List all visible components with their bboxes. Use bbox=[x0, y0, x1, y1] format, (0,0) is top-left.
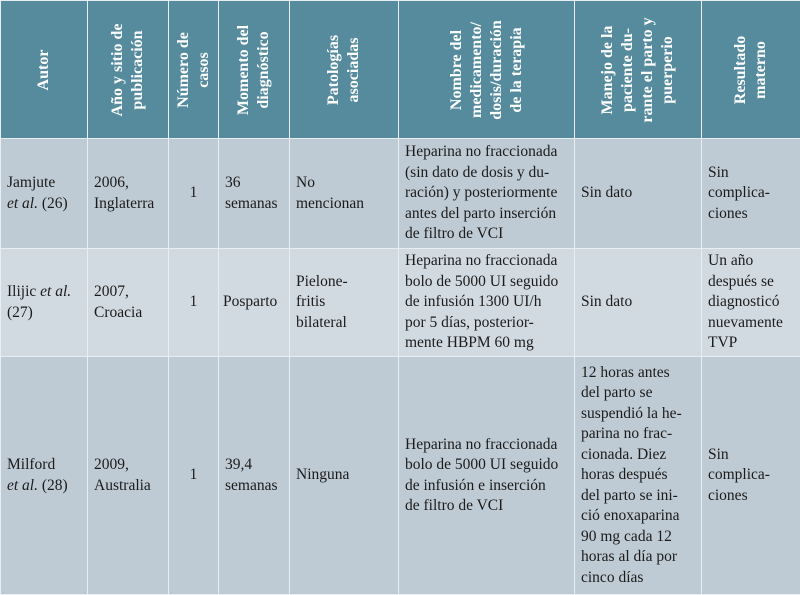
header-text: publicación bbox=[129, 29, 146, 110]
cell-resultado bbox=[702, 249, 800, 357]
text-line: 2007, bbox=[94, 283, 129, 300]
text-line: mente HBPM 60 mg bbox=[405, 334, 534, 352]
text-line: ciones bbox=[708, 486, 748, 504]
header-text: Resultado bbox=[732, 35, 749, 104]
text-line: cinco días bbox=[581, 568, 644, 586]
text-line: bilateral bbox=[296, 313, 347, 331]
cell-anio-sitio bbox=[88, 357, 169, 595]
cell-resultado bbox=[702, 139, 800, 249]
cell-casos: 1 bbox=[169, 357, 219, 595]
text-line: Heparina no fraccionada bbox=[405, 143, 558, 161]
header-text: casos bbox=[194, 51, 212, 88]
cell-manejo bbox=[575, 139, 702, 249]
cell-manejo bbox=[575, 249, 702, 357]
author-ref bbox=[7, 194, 81, 215]
text-line: parina no frac- bbox=[581, 425, 673, 443]
header-text: dosis/duración bbox=[487, 19, 505, 120]
text-line: Australia bbox=[94, 476, 151, 494]
header-text: Número de bbox=[174, 31, 192, 108]
cell-medicamento bbox=[399, 139, 575, 249]
header-text: rante el parto y bbox=[639, 16, 656, 123]
text-line: Sin bbox=[708, 445, 729, 463]
header-text: asociadas bbox=[345, 37, 362, 102]
cell-casos: 1 bbox=[169, 249, 219, 357]
text-line: antes del parto inserción bbox=[405, 204, 557, 222]
cell-autor bbox=[1, 249, 88, 357]
text-line: 12 horas antes bbox=[581, 363, 670, 381]
header-resultado bbox=[702, 1, 800, 139]
text-line: Sin bbox=[708, 163, 729, 181]
text-line: de filtro de VCI bbox=[405, 497, 504, 514]
text-line: Inglaterra bbox=[94, 194, 155, 212]
text-line: del parto se bbox=[581, 384, 653, 402]
text-line: por 5 días, posterior- bbox=[405, 313, 534, 331]
et-al: et al. bbox=[7, 194, 38, 212]
text-line: suspendió la he- bbox=[581, 404, 682, 422]
cell-casos: 1 bbox=[169, 139, 219, 249]
et-al: et al. bbox=[7, 476, 38, 494]
text-line: horas después bbox=[581, 466, 668, 484]
author-name-line bbox=[7, 282, 81, 303]
header-momento-diagnostico bbox=[219, 1, 290, 139]
text-line: semanas bbox=[225, 194, 278, 212]
text-line: ración) y posteriormente bbox=[405, 184, 558, 202]
text-line: (sin dato de dosis y du- bbox=[405, 163, 550, 181]
text-line: bolo de 5000 UI seguido bbox=[405, 456, 559, 473]
table-row bbox=[1, 249, 800, 357]
table-row bbox=[1, 357, 800, 595]
text-line: Sin dato bbox=[581, 293, 633, 311]
text-line: ciones bbox=[708, 204, 748, 222]
text-line: de filtro de VCI bbox=[405, 225, 504, 243]
header-row bbox=[1, 1, 800, 139]
text-line: de infusión 1300 UI/h bbox=[405, 293, 542, 311]
table-row bbox=[1, 139, 800, 249]
header-autor bbox=[1, 1, 88, 139]
text-line: de infusión e inserción bbox=[405, 476, 546, 494]
text-line: del parto se ini- bbox=[581, 486, 678, 504]
reference-number: (28) bbox=[41, 476, 68, 494]
text-line: fritis bbox=[296, 293, 326, 311]
text-line: complica- bbox=[708, 466, 770, 484]
cell-momento bbox=[219, 139, 290, 249]
text-line: Ninguna bbox=[296, 466, 350, 484]
cell-patologias bbox=[290, 357, 399, 595]
text-line: complica- bbox=[708, 184, 770, 202]
text-line: Heparina no fraccionada bbox=[405, 252, 558, 270]
text-line: Sin dato bbox=[581, 184, 633, 202]
text-line: después se bbox=[708, 272, 774, 290]
header-text: de la terapia bbox=[507, 26, 525, 113]
header-text: puerperio bbox=[659, 35, 676, 104]
cell-momento bbox=[219, 249, 290, 357]
header-text: materno bbox=[752, 40, 769, 99]
header-patologias bbox=[290, 1, 399, 139]
text-line: 2009, bbox=[94, 456, 129, 473]
text-line: 39,4 bbox=[225, 456, 253, 473]
header-text: diagnóstico bbox=[255, 30, 272, 109]
text-line: diagnosticó bbox=[708, 293, 780, 311]
text-line: Heparina no fraccionada bbox=[405, 435, 558, 453]
text-line: mencionan bbox=[296, 194, 365, 212]
cell-autor bbox=[1, 357, 88, 595]
cell-autor bbox=[1, 139, 88, 249]
text-line: ció enoxaparina bbox=[581, 507, 680, 525]
cell-patologias bbox=[290, 249, 399, 357]
text-line: 2006, bbox=[94, 174, 129, 191]
author-name: Milford bbox=[7, 456, 56, 473]
header-text: Manejo de la bbox=[599, 25, 616, 114]
header-text: Autor bbox=[35, 49, 52, 90]
header-anio-sitio bbox=[88, 1, 169, 139]
cell-resultado bbox=[702, 357, 800, 595]
cell-medicamento bbox=[399, 357, 575, 595]
text-line: Croacia bbox=[94, 303, 143, 321]
cell-patologias bbox=[290, 139, 399, 249]
cell-medicamento bbox=[399, 249, 575, 357]
text-line: No bbox=[296, 174, 315, 191]
author-name: Ilijic bbox=[7, 283, 37, 300]
text-line: semanas bbox=[225, 476, 278, 494]
cell-momento bbox=[219, 357, 290, 595]
text-line: 90 mg cada 12 bbox=[581, 527, 672, 545]
header-text: Año y sitio de bbox=[109, 23, 126, 116]
header-numero-casos bbox=[169, 1, 219, 139]
et-al: et al. bbox=[40, 283, 72, 300]
text-line: TVP bbox=[708, 334, 738, 352]
reference-number: (26) bbox=[41, 194, 68, 212]
header-text: Momento del bbox=[235, 24, 252, 115]
text-line: Posparto bbox=[223, 293, 278, 311]
reference-number: (27) bbox=[7, 303, 33, 321]
text-line: horas al día por bbox=[581, 548, 677, 566]
header-text: paciente du- bbox=[619, 27, 636, 112]
text-line: cionada. Diez bbox=[581, 445, 667, 463]
author-ref bbox=[7, 476, 81, 497]
cell-anio-sitio bbox=[88, 139, 169, 249]
header-medicamento bbox=[399, 1, 575, 139]
cell-manejo bbox=[575, 357, 702, 595]
text-line: bolo de 5000 UI seguido bbox=[405, 272, 559, 290]
header-manejo bbox=[575, 1, 702, 139]
text-line: 36 bbox=[225, 174, 241, 191]
header-text: medicamento/ bbox=[467, 21, 485, 118]
header-text: Patologías bbox=[325, 34, 342, 105]
author-name: Jamjute bbox=[7, 174, 56, 191]
cell-anio-sitio bbox=[88, 249, 169, 357]
text-line: Un año bbox=[708, 252, 754, 270]
header-text: Nombre del bbox=[447, 29, 465, 110]
text-line: Pielone- bbox=[296, 272, 348, 290]
text-line: nuevamente bbox=[708, 313, 783, 331]
